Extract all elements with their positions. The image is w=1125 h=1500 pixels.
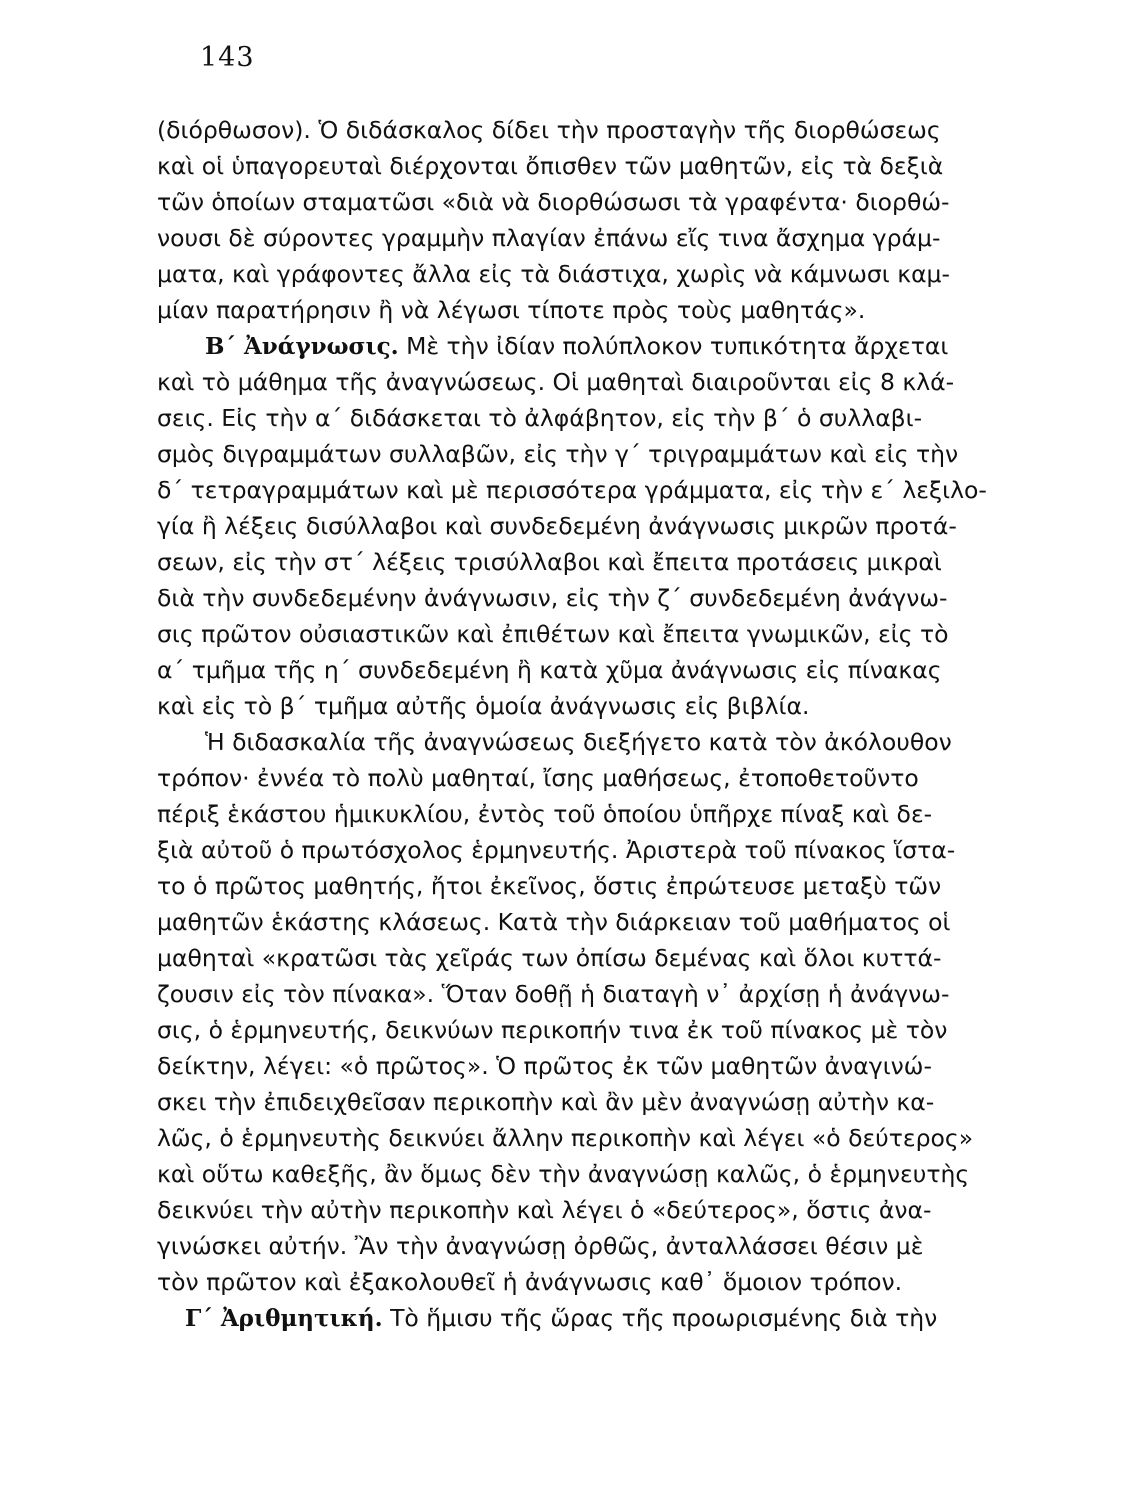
text-line: σεων, εἰς τὴν στ΄ λέξεις τρισύλλαβοι καὶ ἔπειτα προτάσεις μικραὶ	[157, 548, 942, 576]
text-line: πέριξ ἑκάστου ἡμικυκλίου, ἐντὸς τοῦ ὁποίου ὑπῆρχε πίναξ καὶ δε-	[157, 800, 933, 828]
section-heading-reading: Β΄ Ἀνάγνωσις.	[205, 333, 399, 360]
text-line: γία ἢ λέξεις δισύλλαβοι καὶ συνδεδεμένη ἀνάγνωσις μικρῶν προτά-	[157, 512, 957, 540]
text-line: α΄ τμῆμα τῆς η΄ συνδεδεμένη ἢ κατὰ χῦμα ἀνάγνωσις εἰς πίνακας	[157, 656, 942, 684]
text-line: σκει τὴν ἐπιδειχθεῖσαν περικοπὴν καὶ ἂν μὲν ἀναγνώσῃ αὐτὴν κα-	[157, 1088, 935, 1116]
text-line: σις πρῶτον οὐσιαστικῶν καὶ ἐπιθέτων καὶ ἔπειτα γνωμικῶν, εἰς τὸ	[157, 620, 949, 648]
text-line: ξιὰ αὐτοῦ ὁ πρωτόσχολος ἑρμηνευτής. Ἀριστερὰ τοῦ πίνακος ἵστα-	[157, 836, 956, 864]
text-line: καὶ τὸ μάθημα τῆς ἀναγνώσεως. Οἱ μαθηταὶ διαιροῦνται εἰς 8 κλά-	[157, 368, 955, 396]
text-line: γινώσκει αὐτήν. Ἂν τὴν ἀναγνώσῃ ὀρθῶς, ἀνταλλάσσει θέσιν μὲ	[157, 1232, 924, 1260]
text-line: λῶς, ὁ ἑρμηνευτὴς δεικνύει ἄλλην περικοπὴν καὶ λέγει «ὁ δεύτερος»	[157, 1124, 974, 1152]
text-line: δ΄ τετραγραμμάτων καὶ μὲ περισσότερα γράμματα, εἰς τὴν ε΄ λεξιλο-	[157, 476, 987, 504]
text-line: μίαν παρατήρησιν ἢ νὰ λέγωσι τίποτε πρὸς τοὺς μαθητάς».	[157, 296, 866, 324]
text-fragment: Μὲ τὴν ἰδίαν πολύπλοκον τυπικότητα ἄρχεται	[406, 332, 949, 360]
text-line: σις, ὁ ἑρμηνευτής, δεικνύων περικοπήν τινα ἐκ τοῦ πίνακος μὲ τὸν	[157, 1016, 948, 1044]
text-line	[205, 328, 948, 364]
section-heading-arithmetic: Γ΄ Ἀριθμητική.	[185, 1305, 383, 1332]
text-line: τρόπον· ἐννέα τὸ πολὺ μαθηταί, ἴσης μαθήσεως, ἐτοποθετοῦντο	[157, 764, 919, 792]
text-fragment: Τὸ ἥμισυ τῆς ὥρας τῆς προωρισμένης διὰ τὴν	[390, 1304, 938, 1332]
text-line: καὶ οὕτω καθεξῆς, ἂν ὅμως δὲν τὴν ἀναγνώσῃ καλῶς, ὁ ἑρμηνευτὴς	[157, 1160, 970, 1188]
text-line: Ἡ διδασκαλία τῆς ἀναγνώσεως διεξήγετο κατὰ τὸν ἀκόλουθον	[205, 728, 952, 756]
text-line: καὶ εἰς τὸ β΄ τμῆμα αὐτῆς ὁμοία ἀνάγνωσις εἰς βιβλία.	[157, 692, 810, 720]
text-line: σμὸς διγραμμάτων συλλαβῶν, εἰς τὴν γ΄ τριγραμμάτων καὶ εἰς τὴν	[157, 440, 959, 468]
text-line: ματα, καὶ γράφοντες ἄλλα εἰς τὰ διάστιχα, χωρὶς νὰ κάμνωσι καμ-	[157, 260, 950, 288]
text-line: ζουσιν εἰς τὸν πίνακα». Ὅταν δοθῇ ἡ διαταγὴ ν᾿ ἀρχίσῃ ἡ ἀνάγνω-	[157, 980, 950, 1008]
text-line: το ὁ πρῶτος μαθητής, ἤτοι ἐκεῖνος, ὅστις ἐπρώτευσε μεταξὺ τῶν	[157, 872, 942, 900]
page-number: 143	[200, 42, 255, 73]
text-line	[185, 1300, 937, 1336]
text-line: καὶ οἱ ὑπαγορευταὶ διέρχονται ὄπισθεν τῶν μαθητῶν, εἰς τὰ δεξιὰ	[157, 152, 944, 180]
text-line: μαθητῶν ἑκάστης κλάσεως. Κατὰ τὴν διάρκειαν τοῦ μαθήματος οἱ	[157, 908, 951, 936]
text-line: (διόρθωσον). Ὁ διδάσκαλος δίδει τὴν προσταγὴν τῆς διορθώσεως	[157, 116, 941, 144]
text-line: σεις. Εἰς τὴν α΄ διδάσκεται τὸ ἀλφάβητον, εἰς τὴν β΄ ὁ συλλαβι-	[157, 404, 923, 432]
text-line: δεικνύει τὴν αὐτὴν περικοπὴν καὶ λέγει ὁ «δεύτερος», ὅστις ἀνα-	[157, 1196, 932, 1224]
text-line: δείκτην, λέγει: «ὁ πρῶτος». Ὁ πρῶτος ἐκ τῶν μαθητῶν ἀναγινώ-	[157, 1052, 932, 1080]
text-line: τὸν πρῶτον καὶ ἐξακολουθεῖ ἡ ἀνάγνωσις καθ᾿ ὅμοιον τρόπον.	[157, 1268, 903, 1296]
text-line: διὰ τὴν συνδεδεμένην ἀνάγνωσιν, εἰς τὴν ζ΄ συνδεδεμένη ἀνάγνω-	[157, 584, 948, 612]
text-line: νουσι δὲ σύροντες γραμμὴν πλαγίαν ἐπάνω εἴς τινα ἄσχημα γράμ-	[157, 224, 941, 252]
text-line: μαθηταὶ «κρατῶσι τὰς χεῖράς των ὀπίσω δεμένας καὶ ὅλοι κυττά-	[157, 944, 942, 972]
text-line: τῶν ὁποίων σταματῶσι «διὰ νὰ διορθώσωσι τὰ γραφέντα· διορθώ-	[157, 188, 950, 216]
